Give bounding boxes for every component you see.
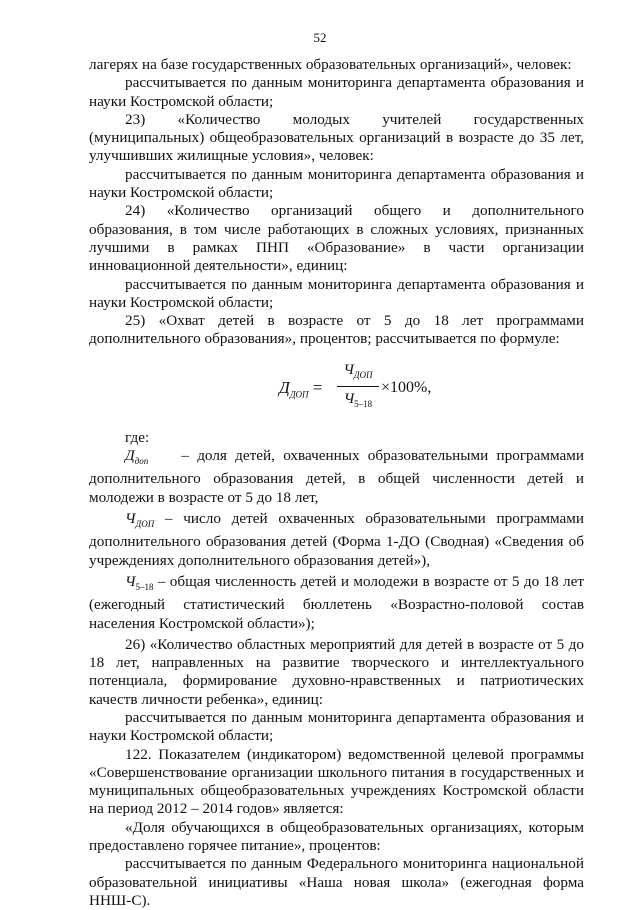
- page-number: 52: [313, 30, 327, 45]
- text-line: 24) «Количество организаций общего и дополнительного: [125, 202, 584, 220]
- definition-line: $Д_{доп}$ – доля детей, охваченных образовательными программами: [125, 447, 584, 467]
- text-line: (ежегодный статистический бюллетень «Возрастно-половой состав: [89, 596, 584, 614]
- text-line: где:: [125, 428, 150, 446]
- text-line: лучшими в рамках ПНП «Образование» в части организации: [89, 238, 584, 256]
- symbol-d-dop: $Д_{доп}$: [125, 447, 149, 467]
- text-line: науки Костромской области;: [89, 293, 274, 311]
- text-line: науки Костромской области;: [89, 92, 274, 110]
- formula-lhs: $Д_{ДОП}$ =: [279, 377, 323, 400]
- text-line: на период 2012 – 2014 годов» является:: [89, 800, 344, 818]
- text-line: 25) «Охват детей в возрасте от 5 до 18 лет программами: [125, 312, 584, 330]
- text-line: молодежи в возрасте от 5 до 18 лет,: [89, 488, 319, 506]
- formula-denominator: $Ч_{5-18}$: [343, 391, 373, 410]
- page-body: [89, 56, 584, 910]
- text-line: улучшивших жилищные условия», человек:: [89, 147, 374, 165]
- text-line: науки Костромской области;: [89, 184, 274, 202]
- text-line: 26) «Количество областных мероприятий для детей в возрасте от 5 до: [125, 635, 584, 653]
- text-line: 18 лет, направленных на развитие творческого и интеллектуального: [89, 654, 584, 672]
- text-line: ННШ-С).: [89, 891, 151, 909]
- text-line: потенциала, формирование духовно-нравственных и патриотических: [89, 672, 584, 690]
- symbol-ch-dop: $Ч_{ДОП}$: [125, 509, 155, 529]
- text-line: дополнительного образования детей (Форма 1-ДО (Сводная) «Сведения об: [89, 533, 584, 551]
- formula-numerator: $Ч_{ДОП}$: [337, 361, 379, 387]
- text-line: учреждениях дополнительного образования детей»),: [89, 551, 431, 569]
- formula: [89, 361, 584, 421]
- text-line: 23) «Количество молодых учителей государственных: [125, 110, 584, 128]
- text-line: образования, в том числе работающих в сложных условиях, признанных: [89, 220, 584, 238]
- definition-line: $Ч_{5-18}$ – общая численность детей и молодежи в возрасте от 5 до 18 лет: [125, 572, 585, 592]
- text-line: рассчитывается по данным мониторинга департамента образования и: [125, 275, 584, 293]
- text-line: инновационной деятельности», единиц:: [89, 257, 348, 275]
- text-line: дополнительного образования детей, в общей численности детей и: [89, 470, 584, 488]
- text-line: (муниципальных) общеобразовательных организаций в возрасте до 35 лет,: [89, 129, 584, 147]
- text-line: качеств личности ребенка», единиц:: [89, 690, 323, 708]
- text-line: рассчитывается по данным мониторинга департамента образования и: [125, 165, 584, 183]
- symbol-ch-5-18: $Ч_{5-18}$: [125, 572, 154, 592]
- formula-fraction: [337, 361, 379, 414]
- text-line: «Доля обучающихся в общеобразовательных организациях, которым: [125, 818, 584, 836]
- text-line: науки Костромской области;: [89, 727, 274, 745]
- formula-multiplier: ×100%,: [381, 378, 432, 396]
- text-line: образовательной инициативы «Наша новая школа» (ежегодная форма: [89, 873, 584, 891]
- text-line: дополнительного образования», процентов; рассчитывается по формуле:: [89, 330, 560, 348]
- definition-line: $Ч_{ДОП}$ – число детей охваченных образовательными программами: [125, 509, 585, 529]
- text-line: муниципальных общеобразовательных учреждениях Костромской области: [89, 782, 584, 800]
- text-line: населения Костромской области»);: [89, 614, 315, 632]
- text-line: рассчитывается по данным мониторинга департамента образования и: [125, 74, 584, 92]
- text-line: 122. Показателем (индикатором) ведомственной целевой программы: [125, 745, 584, 763]
- text-line: лагерях на базе государственных образовательных организаций», человек:: [89, 56, 572, 73]
- text-line: рассчитывается по данным Федерального мониторинга национальной: [125, 855, 584, 873]
- text-line: предоставлено горячее питание», процентов:: [89, 837, 381, 855]
- text-line: «Совершенствование организации школьного питания в государственных и: [89, 763, 584, 781]
- text-line: рассчитывается по данным мониторинга департамента образования и: [125, 709, 584, 726]
